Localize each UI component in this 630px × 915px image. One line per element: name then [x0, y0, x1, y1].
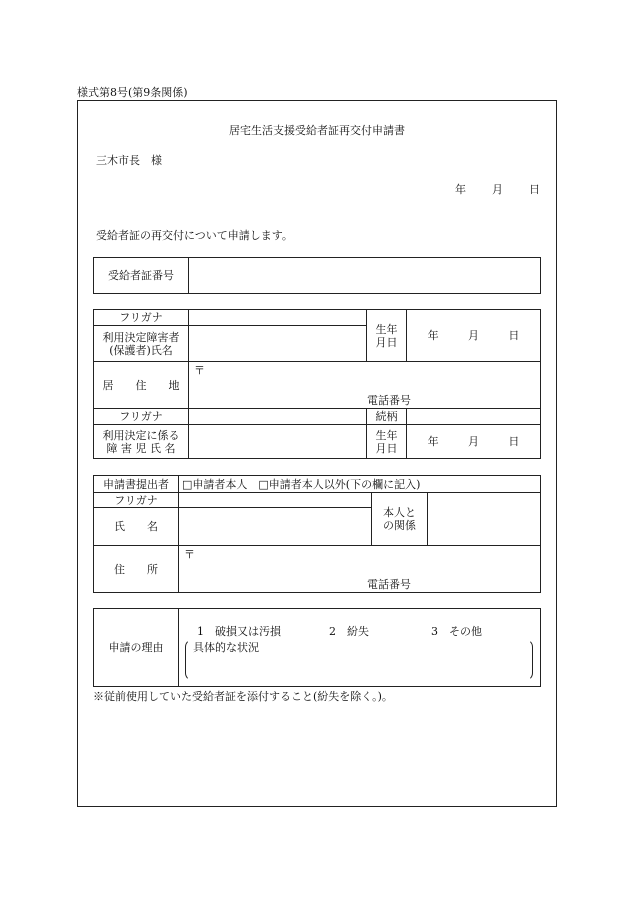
submitter-address-label: 住 所 — [94, 546, 179, 593]
relation-label: 続柄 — [367, 409, 407, 425]
birth-label: 生年 月日 — [367, 310, 407, 362]
certificate-number-label: 受給者証番号 — [94, 258, 189, 294]
detail-label: 具体的な状況 — [193, 641, 259, 654]
reason-option-lost[interactable]: 2 紛失 — [329, 625, 369, 638]
month-label: 月 — [492, 183, 503, 196]
intro-text: 受給者証の再交付について申請します。 — [96, 229, 293, 242]
submitter-table — [93, 475, 541, 593]
reason-field — [179, 609, 541, 687]
applicant-table — [93, 309, 541, 459]
certificate-number-field[interactable] — [189, 258, 541, 294]
reason-label: 申請の理由 — [94, 609, 179, 687]
addressee: 三木市長 様 — [96, 154, 162, 167]
furigana-field[interactable] — [189, 310, 367, 326]
address-label: 居 住 地 — [94, 362, 189, 409]
address-field[interactable] — [189, 362, 541, 409]
reason-option-damaged[interactable]: 1 破損又は汚損 — [197, 625, 281, 638]
relation-to-person-label: 本人と の関係 — [372, 493, 428, 546]
child-furigana-field[interactable] — [189, 409, 367, 425]
child-furigana-label: フリガナ — [94, 409, 189, 425]
option-other-checkbox[interactable]: □申請者本人以外(下の欄に記入) — [258, 477, 421, 491]
year-label: 年 — [455, 183, 466, 196]
furigana-label: フリガナ — [94, 310, 189, 326]
submitter-postal-mark: 〒 — [184, 548, 195, 561]
submitter-name-label: 氏 名 — [94, 508, 179, 546]
relation-field[interactable] — [407, 409, 541, 425]
submitter-phone-label: 電話番号 — [367, 578, 411, 591]
birth-date-field[interactable]: 年 月 日 — [407, 310, 541, 362]
child-birth-label: 生年 月日 — [367, 425, 407, 459]
day-label: 日 — [529, 183, 540, 196]
certificate-number-table — [93, 257, 541, 294]
form-title: 居宅生活支援受給者証再交付申請書 — [229, 124, 405, 137]
reason-option-other[interactable]: 3 その他 — [431, 625, 482, 638]
submitter-address-field[interactable] — [179, 546, 541, 593]
option-self-checkbox[interactable]: □申請者本人 — [182, 477, 248, 491]
child-name-field[interactable] — [189, 425, 367, 459]
submitter-options — [179, 476, 541, 493]
applicant-name-label: 利用決定障害者 (保護者)氏名 — [94, 326, 189, 362]
application-date[interactable] — [455, 181, 540, 197]
applicant-name-field[interactable] — [189, 326, 367, 362]
submitter-furigana-label: フリガナ — [94, 493, 179, 508]
form-number: 様式第8号(第9条関係) — [77, 86, 188, 99]
phone-label: 電話番号 — [367, 394, 411, 407]
submitter-label: 申請書提出者 — [94, 476, 179, 493]
attachment-note: ※従前使用していた受給者証を添付すること(紛失を除く。)。 — [93, 690, 393, 703]
child-birth-date-field[interactable]: 年 月 日 — [407, 425, 541, 459]
child-name-label: 利用決定に係る 障 害 児 氏 名 — [94, 425, 189, 459]
relation-to-person-field[interactable] — [428, 493, 541, 546]
submitter-name-field[interactable] — [179, 508, 372, 546]
reason-table — [93, 608, 541, 687]
postal-mark: 〒 — [194, 364, 205, 377]
submitter-furigana-field[interactable] — [179, 493, 372, 508]
